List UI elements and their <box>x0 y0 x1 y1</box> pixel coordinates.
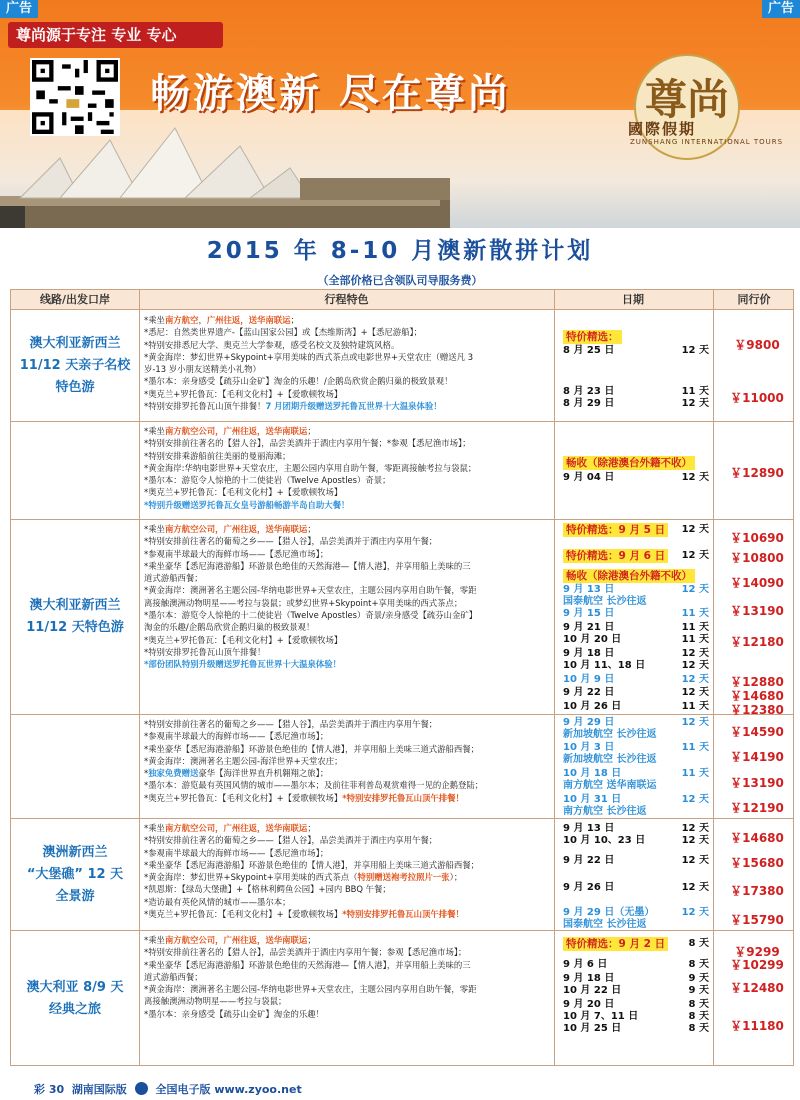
header-date: 日期 <box>622 293 644 306</box>
feature-line <box>144 779 558 791</box>
date-text: 10 月 3 日 <box>563 742 615 753</box>
trip-days: 12 天 <box>681 584 709 595</box>
special-offer-badge: 畅收（除港澳台外籍不收） <box>563 569 695 583</box>
trip-days: 8 天 <box>688 1011 709 1022</box>
date-text: 10 月 20 日 <box>563 634 622 645</box>
feature-text: *黄金海岸：澳洲著名主题公园-海洋世界+天堂农庄； <box>144 755 343 766</box>
feature-text: *奥克兰+罗托鲁瓦：【毛利文化村】+【爱歌顿牧场】 <box>144 388 343 399</box>
footer-page: 彩 30 <box>34 1083 65 1096</box>
trip-days: 11 天 <box>681 768 709 779</box>
trade-price: ￥11180 <box>730 1019 784 1033</box>
route-line: 澳大利亚新西兰 <box>29 598 121 613</box>
trip-days: 12 天 <box>681 823 709 834</box>
feature-list <box>140 718 558 804</box>
date-text: 9 月 20 日 <box>563 999 615 1010</box>
date-text: 国泰航空 长沙往返 <box>563 919 647 930</box>
trip-days: 12 天 <box>681 648 709 659</box>
date-text: 10 月 11、18 日 <box>563 660 646 671</box>
date-text: 9 月 13 日 <box>563 584 615 595</box>
feature-text: *乘坐 <box>144 426 165 436</box>
trip-days: 12 天 <box>681 472 709 483</box>
feature-text: 广州往返，送华南联运 <box>206 315 291 325</box>
trip-days: 12 天 <box>681 794 709 805</box>
feature-line <box>144 792 558 804</box>
feature-line <box>144 560 558 572</box>
special-offer-badge: 特价精选：9 月 5 日 <box>563 523 668 537</box>
feature-line <box>144 871 558 883</box>
feature-line <box>144 959 558 971</box>
trip-days: 12 天 <box>681 835 709 846</box>
trip-days: 11 天 <box>681 701 709 712</box>
date-text: 10 月 26 日 <box>563 701 622 712</box>
route-line: 11/12 天亲子名校 <box>19 358 131 373</box>
trade-price: ￥12880 <box>730 675 784 689</box>
feature-line <box>144 584 558 596</box>
trip-days: 8 天 <box>688 1023 709 1034</box>
trade-price: ￥17380 <box>730 884 784 898</box>
footer-site: 全国电子版 www.zyoo.net <box>155 1083 302 1096</box>
header-features: 行程特色 <box>324 293 369 306</box>
date-text: 9 月 29 日（无墨） <box>563 907 655 918</box>
date-text: 9 月 29 日 <box>563 717 615 728</box>
feature-text: ； <box>307 823 316 833</box>
date-text: 9 月 26 日 <box>563 882 615 893</box>
trade-price: ￥15790 <box>730 913 784 927</box>
feature-text: *特别安排罗托鲁瓦山顶午排餐！ <box>144 401 266 412</box>
special-offer-badge: 特价精选：9 月 6 日 <box>563 549 668 563</box>
feature-line <box>144 535 558 547</box>
feature-text: 独家免费赠送 <box>148 768 199 779</box>
feature-line <box>144 326 558 338</box>
trade-price: ￥15680 <box>730 856 784 870</box>
feature-text: *墨尔本：亲身感受【疏芬山金矿】淘金的乐趣！/企鹅岛欣赏企鹅归巢的极致景观！ <box>144 376 453 387</box>
feature-line <box>144 730 558 742</box>
feature-text: *特别安排前往著名的【猎人谷】，品尝美酒并于酒庄内享用午餐；*参观【悉尼渔市场】； <box>144 438 471 449</box>
ad-label-left: 广告 <box>0 0 38 18</box>
feature-text: 豪华【海洋世界直升机翱翔之旅】； <box>198 768 329 779</box>
trip-days: 12 天 <box>681 345 709 356</box>
feature-line <box>144 548 558 560</box>
trip-days: 9 天 <box>688 985 709 996</box>
trip-days: 8 天 <box>688 938 709 949</box>
feature-text: *悉尼：自然类世界遗产-【蓝山国家公园】或【杰维斯湾】+【悉尼游船】； <box>144 327 423 338</box>
feature-text: *乘坐豪华【悉尼海港游船】环游景色绝佳的天然海港—【情人港】，并享用船上美味的三 <box>144 959 471 970</box>
feature-line <box>144 859 558 871</box>
feature-list <box>140 314 558 412</box>
feature-text: *黄金海岸：梦幻世界+Skypoint+享用美味的西式茶点或电影世界+天堂农庄（赠送凡 3 <box>144 351 474 362</box>
feature-text: *奥克兰+罗托鲁瓦：【毛利文化村】+【爱歌顿牧场】 <box>144 634 343 645</box>
trade-price: ￥13190 <box>730 776 784 790</box>
route-name <box>11 931 139 1067</box>
feature-line <box>144 609 558 621</box>
feature-line <box>144 658 558 670</box>
feature-text: *特别安排前往著名的【猎人谷】，品尝美酒并于酒庄内享用午餐；参观【悉尼渔市场】； <box>144 947 467 958</box>
feature-line <box>144 946 558 958</box>
trip-days: 12 天 <box>681 398 709 409</box>
date-text: 10 月 7、11 日 <box>563 1011 639 1022</box>
date-text: 南方航空 送华南联运 <box>563 780 657 791</box>
plan-title: 2015 年 8-10 月澳新散拼计划 <box>206 238 594 264</box>
route-line: “大堡礁” 12 天 <box>26 866 124 882</box>
feature-list <box>140 934 558 1020</box>
route-name <box>11 422 139 519</box>
trip-days: 11 天 <box>681 742 709 753</box>
route-name <box>11 311 139 421</box>
itinerary-section <box>11 931 793 1067</box>
feature-text: 道式游船西餐； <box>144 573 203 584</box>
feature-line <box>144 1008 558 1020</box>
trip-days: 12 天 <box>681 550 709 561</box>
feature-text: 淘金的乐趣/企鹅岛欣赏企鹅归巢的极致景观！ <box>144 622 315 633</box>
trip-days: 12 天 <box>681 855 709 866</box>
trip-days: 8 天 <box>688 959 709 970</box>
trip-days: 12 天 <box>681 717 709 728</box>
feature-line <box>144 896 558 908</box>
feature-text: * <box>144 768 149 779</box>
feature-text: *乘坐 <box>144 935 165 945</box>
date-text: 新加坡航空 长沙往返 <box>563 754 657 765</box>
feature-text: *凯恩斯：【绿岛大堡礁】+【格林利鳄鱼公园】+园内 BBQ 午餐； <box>144 884 391 895</box>
feature-line <box>144 363 558 375</box>
trade-price: ￥12380 <box>730 703 784 717</box>
feature-line <box>144 339 558 351</box>
itinerary-section <box>11 422 793 520</box>
itinerary-section <box>11 520 793 715</box>
date-text: 10 月 18 日 <box>563 768 622 779</box>
date-text: 10 月 22 日 <box>563 985 622 996</box>
trip-days: 12 天 <box>681 674 709 685</box>
date-text: 新加坡航空 长沙往返 <box>563 729 657 740</box>
slogan: 尊尚源于专注 专业 专心 <box>8 22 223 48</box>
trade-price: ￥10690 <box>730 531 784 545</box>
feature-text: *黄金海岸：澳洲著名主题公园-华纳电影世界+天堂农庄，主题公园内享用自助午餐，零距 <box>144 984 477 995</box>
date-text: 8 月 29 日 <box>563 398 615 409</box>
feature-text: 岁-13 岁小朋友送精美小礼物） <box>144 364 261 375</box>
feature-text: *乘坐 <box>144 315 165 325</box>
date-text: 8 月 25 日 <box>563 345 615 356</box>
feature-line <box>144 971 558 983</box>
logo-english: ZUNSHANG INTERNATIONAL TOURS <box>630 138 784 146</box>
feature-text: *特别安排罗托鲁瓦山顶午排餐！ <box>342 792 464 803</box>
itinerary-section <box>11 311 793 422</box>
feature-text: *乘坐豪华【悉尼海港游船】环游景色绝佳的【情人港】，并享用船上美味三道式游船西餐； <box>144 859 479 870</box>
feature-line <box>144 462 558 474</box>
feature-text: *黄金海岸:华纳电影世界+天堂农庄，主题公园内享用自助午餐，零距离接触考拉与袋鼠； <box>144 462 477 473</box>
feature-text: 南方航空公司，广州往返，送华南联运 <box>164 823 308 833</box>
feature-text: *参观南半球最大的海鲜市场——【悉尼渔市场】； <box>144 548 329 559</box>
feature-line <box>144 523 558 535</box>
trade-price: ￥10800 <box>730 551 784 565</box>
trip-days: 12 天 <box>681 882 709 893</box>
feature-text: *特别安排悉尼大学、奥克兰大学参观，感受名校文及独特建筑风格。 <box>144 339 400 350</box>
feature-line <box>144 934 558 946</box>
date-text: 9 月 18 日 <box>563 648 615 659</box>
date-text: 9 月 22 日 <box>563 855 615 866</box>
itinerary-section <box>11 819 793 931</box>
feature-line <box>144 995 558 1007</box>
trade-price: ￥9299 <box>734 945 780 959</box>
trip-days: 12 天 <box>681 660 709 671</box>
header-route: 线路/出发口岸 <box>39 293 111 306</box>
feature-text: 特别赠送袍考拉照片一张 <box>357 872 450 883</box>
opera-house-illustration <box>0 118 450 228</box>
feature-line <box>144 450 558 462</box>
special-offer-badge: 特价精选： <box>563 330 622 344</box>
trade-price: ￥9800 <box>734 338 780 352</box>
itinerary-section <box>11 715 793 819</box>
footer <box>0 1080 800 1100</box>
feature-line <box>144 572 558 584</box>
route-line: 11/12 天特色游 <box>26 620 124 635</box>
feature-text: ； <box>307 524 316 534</box>
feature-line <box>144 767 558 779</box>
feature-list <box>140 523 558 671</box>
feature-text: ； <box>307 426 316 436</box>
trip-days: 11 天 <box>681 386 709 397</box>
feature-text: *部份团队特别升级赠送罗托鲁瓦世界十大温泉体验！ <box>144 659 342 670</box>
route-name <box>11 819 139 930</box>
feature-text: *乘坐豪华【悉尼海港游船】环游景色绝佳的天然海港—【情人港】，并享用船上美味的三 <box>144 560 471 571</box>
date-text: 10 月 9 日 <box>563 674 615 685</box>
feature-line <box>144 486 558 498</box>
footer-name: 湖南国际版 <box>71 1083 127 1096</box>
feature-text: *参观南半球最大的海鲜市场——【悉尼渔市场】； <box>144 847 329 858</box>
special-offer-badge: 畅收（除港澳台外籍不收） <box>563 456 695 470</box>
feature-list <box>140 425 558 511</box>
trip-days: 12 天 <box>681 687 709 698</box>
trade-price: ￥12480 <box>730 981 784 995</box>
trade-price: ￥11000 <box>730 391 784 405</box>
headline: 畅游澳新 尽在尊尚 <box>150 71 511 117</box>
feature-line <box>144 437 558 449</box>
feature-line <box>144 883 558 895</box>
date-text: 9 月 18 日 <box>563 973 615 984</box>
feature-text: *特别安排罗托鲁瓦山顶午排餐！ <box>144 646 266 657</box>
feature-text: *奥克兰+罗托鲁瓦：【毛利文化村】+【爱歌顿牧场】 <box>144 792 343 803</box>
feature-text: *乘坐 <box>144 524 165 534</box>
date-text: 9 月 22 日 <box>563 687 615 698</box>
price-note: （全部价格已含领队司导服务费） <box>317 274 483 287</box>
feature-text: *特别升级赠送罗托鲁瓦女皇号游船畅游半岛自助大餐！ <box>144 499 350 510</box>
trip-days: 9 天 <box>688 973 709 984</box>
feature-text: *乘坐豪华【悉尼海港游船】环游景色绝佳的【情人港】，并享用船上美味三道式游船西餐； <box>144 743 479 754</box>
trip-days: 8 天 <box>688 999 709 1010</box>
itinerary-table <box>10 289 794 1066</box>
feature-text: 南方航空公司，广州往返，送华南联运 <box>164 524 308 534</box>
feature-line <box>144 425 558 437</box>
trip-days: 12 天 <box>681 907 709 918</box>
feature-text: *特别安排前往著名的葡萄之乡——【猎人谷】，品尝美酒并于酒庄内享用午餐； <box>144 536 438 547</box>
feature-line <box>144 314 558 326</box>
feature-text: *墨尔本：游览令人惊艳的十二使徒岩（Twelve Apostles）奇景； <box>144 475 391 486</box>
feature-text: *特别安排罗托鲁瓦山顶午排餐！ <box>342 909 464 920</box>
feature-text: 南方航空 <box>164 315 199 325</box>
trade-price: ￥14590 <box>730 725 784 739</box>
route-line: 澳大利亚 8/9 天 <box>26 980 124 995</box>
feature-line <box>144 499 558 511</box>
feature-line <box>144 597 558 609</box>
feature-text: *特别安排乘游船前往美丽的曼丽海滩； <box>144 450 291 461</box>
feature-text: *奥克兰+罗托鲁瓦：【毛利文化村】+【爱歌顿牧场】 <box>144 909 343 920</box>
trade-price: ￥10299 <box>730 958 784 972</box>
globe-icon <box>135 1082 148 1095</box>
feature-text: *特别安排前往著名的葡萄之乡——【猎人谷】，品尝美酒并于酒庄内享用午餐； <box>144 719 438 729</box>
date-text: 9 月 6 日 <box>563 959 608 970</box>
feature-text: ； <box>290 315 299 325</box>
feature-text: ）； <box>449 872 463 883</box>
feature-text: *参观南半球最大的海鲜市场——【悉尼渔市场】； <box>144 731 329 742</box>
special-offer-badge: 特价精选：9 月 2 日 <box>563 937 668 951</box>
feature-text: ； <box>307 935 316 945</box>
date-text: 9 月 21 日 <box>563 622 615 633</box>
feature-text: 南方航空公司，广州往返，送华南联运 <box>164 426 308 436</box>
route-name <box>11 715 139 818</box>
feature-line <box>144 375 558 387</box>
route-line: 特色游 <box>55 380 95 395</box>
route-line: 全景游 <box>55 888 95 904</box>
feature-text: 7 月团期升级赠送罗托鲁瓦世界十大温泉体验！ <box>265 401 442 412</box>
date-text: 9 月 04 日 <box>563 472 615 483</box>
logo-chars: 尊尚 <box>644 75 730 124</box>
route-line: 经典之旅 <box>48 1002 101 1017</box>
feature-line <box>144 755 558 767</box>
trade-price: ￥14680 <box>730 689 784 703</box>
date-text: 10 月 10、23 日 <box>563 835 646 846</box>
feature-text: *乘坐 <box>144 823 165 833</box>
date-text: 南方航空 长沙往返 <box>563 806 647 817</box>
trip-days: 12 天 <box>681 524 709 535</box>
feature-text: 离接触澳洲动物明星——考拉与袋鼠； <box>144 996 287 1007</box>
route-line: 澳洲新西兰 <box>42 844 108 860</box>
route-name <box>11 520 139 714</box>
date-text: 10 月 31 日 <box>563 794 622 805</box>
logo-subtitle: 國際假期 <box>628 120 697 138</box>
feature-text: 道式游船西餐； <box>144 971 203 982</box>
feature-list <box>140 822 558 920</box>
feature-text: *奥克兰+罗托鲁瓦：【毛利文化村】+【爱歌顿牧场】 <box>144 487 343 498</box>
feature-text: 南方航空公司，广州往返，送华南联运 <box>164 935 308 945</box>
trade-price: ￥14090 <box>730 576 784 590</box>
table-header <box>11 290 793 310</box>
trade-price: ￥14190 <box>730 750 784 764</box>
feature-line <box>144 621 558 633</box>
route-line: 澳大利亚新西兰 <box>29 336 121 351</box>
feature-text: 离接触澳洲动物明星——考拉与袋鼠；或梦幻世界+Skypoint+享用美味的西式茶点； <box>144 597 463 608</box>
trade-price: ￥12890 <box>730 466 784 480</box>
ad-label-right: 广告 <box>762 0 800 18</box>
feature-line <box>144 351 558 363</box>
feature-text: *造访最有英伦风情的城市——墨尔本； <box>144 896 291 907</box>
feature-line <box>144 908 558 920</box>
feature-line <box>144 822 558 834</box>
date-text: 8 月 23 日 <box>563 386 615 397</box>
feature-line <box>144 400 558 412</box>
feature-text: *墨尔本：亲身感受【疏芬山金矿】淘金的乐趣！ <box>144 1008 325 1019</box>
header-price: 同行价 <box>737 293 771 306</box>
feature-line <box>144 646 558 658</box>
feature-text: *黄金海岸：澳洲著名主题公园-华纳电影世界+天堂农庄，主题公园内享用自助午餐，零距 <box>144 585 477 596</box>
feature-text: *墨尔本：游览最有英国风情的城市——墨尔本；及前往菲利普岛观赏难得一见的企鹅登陆； <box>144 780 484 791</box>
feature-line <box>144 634 558 646</box>
feature-line <box>144 718 558 730</box>
trip-days: 11 天 <box>681 608 709 619</box>
trade-price: ￥12190 <box>730 801 784 815</box>
feature-text: *黄金海岸：梦幻世界+Skypoint+享用美味的西式茶点（ <box>144 872 358 883</box>
date-text: 国泰航空 长沙往返 <box>563 596 647 607</box>
trade-price: ￥13190 <box>730 604 784 618</box>
date-text: 10 月 25 日 <box>563 1023 622 1034</box>
feature-text: ， <box>198 315 207 325</box>
feature-line <box>144 474 558 486</box>
feature-line <box>144 847 558 859</box>
feature-line <box>144 743 558 755</box>
date-text: 9 月 13 日 <box>563 823 615 834</box>
trade-price: ￥12180 <box>730 635 784 649</box>
date-text: 9 月 15 日 <box>563 608 615 619</box>
trip-days: 11 天 <box>681 634 709 645</box>
feature-text: *特别安排前往著名的葡萄之乡——【猎人谷】，品尝美酒并于酒庄内享用午餐； <box>144 835 438 846</box>
banner <box>0 0 800 228</box>
trip-days: 11 天 <box>681 622 709 633</box>
feature-line <box>144 983 558 995</box>
trade-price: ￥14680 <box>730 831 784 845</box>
feature-line <box>144 834 558 846</box>
feature-line <box>144 388 558 400</box>
feature-text: *墨尔本：游览令人惊艳的十二使徒岩（Twelve Apostles）奇景/亲身感受【疏芬山金矿】 <box>144 610 478 621</box>
